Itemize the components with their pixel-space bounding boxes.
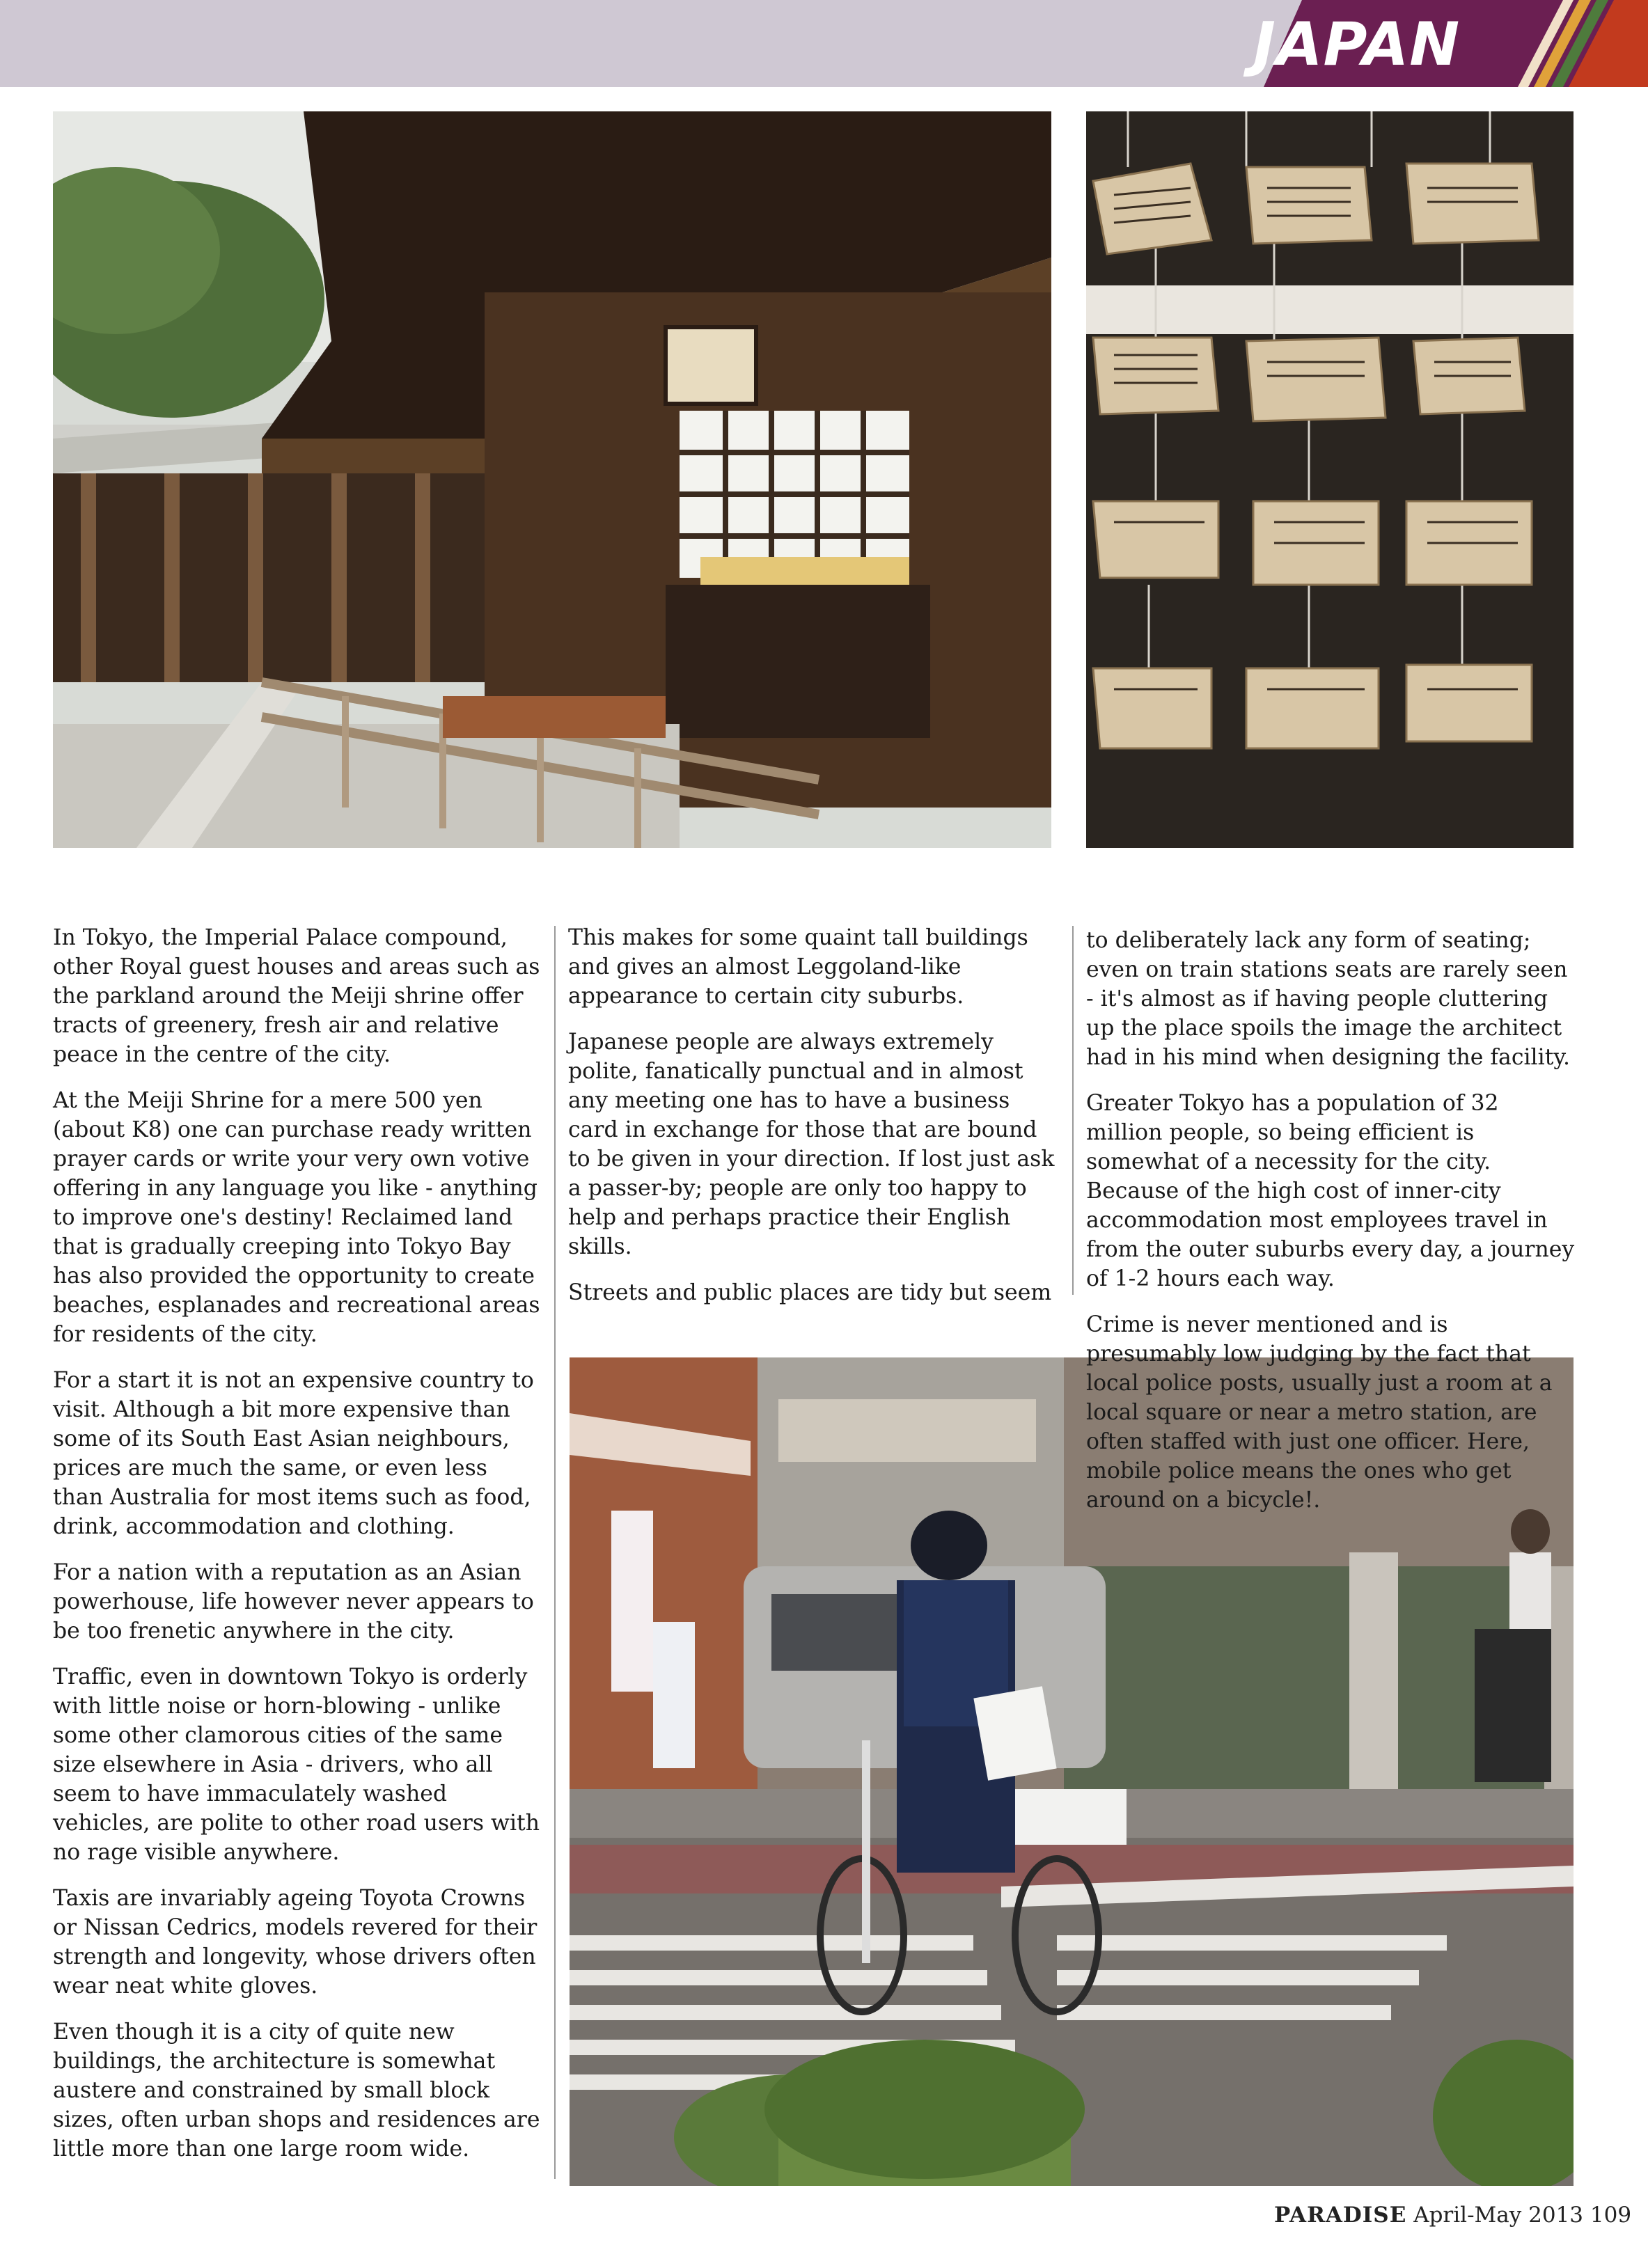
text-column-1 (53, 923, 544, 2180)
issue-date: April-May 2013 (1413, 2203, 1584, 2228)
column-rule-right (1072, 926, 1074, 1295)
page-number: 109 (1590, 2203, 1632, 2228)
paragraph: This makes for some quaint tall buildings and gives an almost Leggoland-like appearance to certain city suburbs. (568, 925, 1028, 1009)
paragraph: Japanese people are always extremely polite, fanatically punctual and in almost any meeting one has to have a business card in exchange for those that are bound to be given in your direction. If lost just ask a passer-by; people are only too happy to help and perhaps practice their English skills. (568, 1030, 1055, 1259)
paragraph: Taxis are invariably ageing Toyota Crowns or Nissan Cedrics, models revered for their strength and longevity, whose drivers often wear neat white gloves. (53, 1886, 537, 1999)
text-column-3 (1086, 926, 1577, 1531)
paragraph: Streets and public places are tidy but seem (568, 1280, 1052, 1305)
text-column-2 (568, 923, 1059, 1324)
paragraph: Even though it is a city of quite new buildings, the architecture is somewhat austere and constrained by small block sizes, often urban shops and residences are little more than one large room wide. (53, 2019, 540, 2161)
paragraph: At the Meiji Shrine for a mere 500 yen (about K8) one can purchase ready written prayer cards or write your very own votive offering in any language you like - anything to improve one's destiny! Reclaimed land that is gradually creeping into Tokyo Bay has also provided the opportunity to create beaches, esplanades and recreational areas for residents of the city. (53, 1088, 540, 1347)
paragraph: For a start it is not an expensive country to visit. Although a bit more expensive than some of its South East Asian neighbours, prices are much the same, or even less than Australia for most items such as food, drink, accommodation and clothing. (53, 1368, 534, 1539)
paragraph: Greater Tokyo has a population of 32 million people, so being efficient is somewhat of a necessity for the city. Because of the high cost of inner-city accommodation most employees travel in from the outer suburbs every day, a journey of 1-2 hours each way. (1086, 1091, 1575, 1291)
paragraph: to deliberately lack any form of seating; even on train stations seats are rarely seen - it's almost as if having people cluttering up the place spoils the image the architect had in his mind when designing the facility. (1086, 928, 1570, 1070)
paragraph: Traffic, even in downtown Tokyo is orderly with little noise or horn-blowing - unlike some other clamorous cities of the same size elsewhere in Asia - drivers, who all seem to have immaculately washed vehicles, are polite to other road users with no rage visible anywhere. (53, 1664, 540, 1865)
shrine-photo (53, 111, 1051, 848)
paragraph: In Tokyo, the Imperial Palace compound, other Royal guest houses and areas such as the parkland around the Meiji shrine offer tracts of greenery, fresh air and relative peace in the centre of the city. (53, 925, 540, 1067)
section-label: JAPAN (1253, 10, 1461, 79)
page-footer (1274, 2203, 1632, 2237)
column-rule-left (554, 926, 556, 2179)
paragraph: For a nation with a reputation as an Asian powerhouse, life however never appears to be too frenetic anywhere in the city. (53, 1560, 534, 1644)
prayer-cards-photo (1086, 111, 1574, 848)
paragraph: Crime is never mentioned and is presumably low judging by the fact that local police posts, usually just a room at a local square or near a metro station, are often staffed with just one officer. Here, mobile police means the ones who get around on a bicycle!. (1086, 1312, 1553, 1513)
magazine-name: PARADISE (1274, 2203, 1407, 2228)
